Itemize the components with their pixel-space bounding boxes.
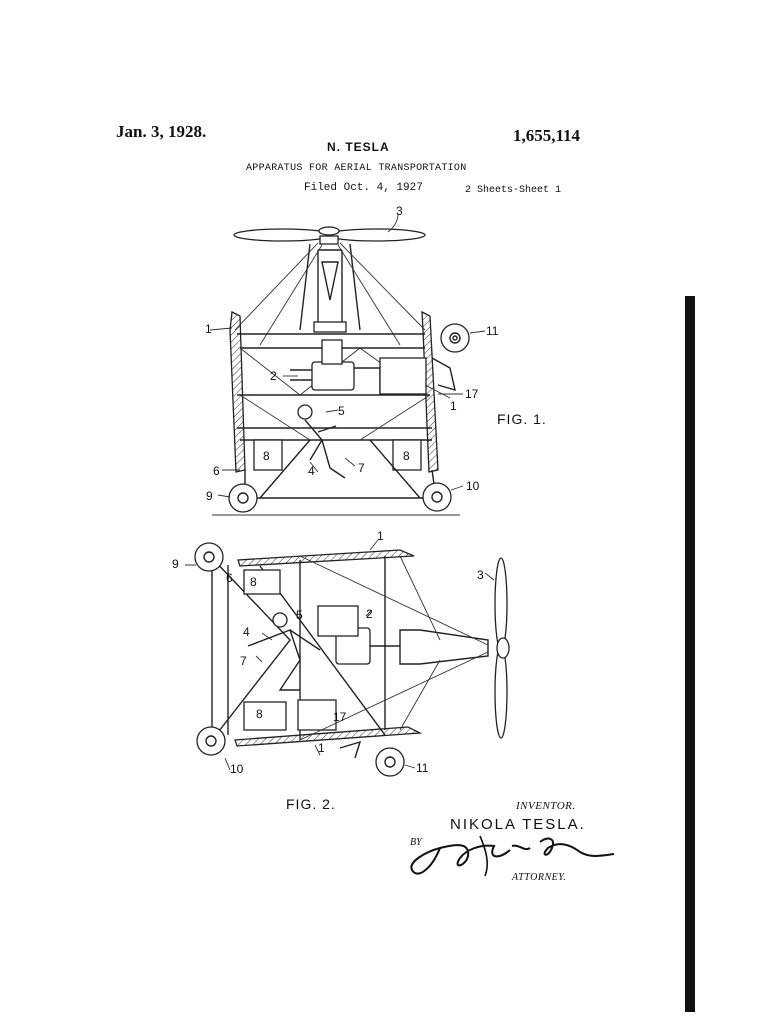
patent-title: APPARATUS FOR AERIAL TRANSPORTATION (246, 163, 467, 174)
numeral: 8 (403, 449, 410, 463)
leader-1-left (210, 328, 232, 330)
attorney-signature (411, 836, 614, 876)
numeral: 11 (416, 761, 429, 775)
sheet-count: 2 Sheets-Sheet 1 (465, 185, 562, 196)
fig2-drawing (185, 540, 509, 776)
numeral: 3 (477, 568, 484, 582)
prop-blade-top (495, 558, 507, 650)
numeral: 17 (333, 710, 347, 724)
rotor-hub (319, 227, 339, 235)
numeral: 9 (206, 489, 213, 503)
numeral: 17 (465, 387, 479, 401)
left-wing (230, 312, 245, 472)
leader-3-plan (485, 573, 494, 580)
top-wheel (441, 324, 469, 352)
wheel-9-plan (195, 543, 223, 571)
numeral: 7 (358, 461, 365, 475)
wheel-10 (423, 483, 451, 511)
pilot-head (298, 405, 312, 419)
inventor-label: INVENTOR. (516, 800, 576, 812)
patent-number: 1,655,114 (513, 126, 581, 145)
numeral: 3 (396, 204, 403, 218)
numeral: 10 (230, 762, 244, 776)
numeral: 4 (243, 625, 250, 639)
numeral: 8 (250, 575, 257, 589)
mast (300, 244, 360, 330)
fig1-label: FIG. 1. (497, 411, 547, 427)
wheel-9 (229, 484, 257, 512)
numeral: 4 (308, 464, 315, 478)
engine-housing (318, 606, 358, 636)
tank-17 (380, 358, 426, 394)
numeral: 5 (296, 608, 303, 622)
numeral: 7 (240, 654, 247, 668)
numeral: 1 (450, 399, 457, 413)
numeral: 6 (226, 571, 233, 585)
numeral: 8 (256, 707, 263, 721)
mast-base (314, 322, 346, 332)
tail-fin-plan (340, 742, 360, 758)
numeral: 5 (338, 404, 345, 418)
wheel-10-plan (197, 727, 225, 755)
top-wing (238, 550, 414, 566)
prop-blade-bottom (495, 646, 507, 738)
inventor-signature: NIKOLA TESLA. (450, 816, 586, 833)
numeral: 10 (466, 479, 480, 493)
rotor-blade-left (234, 229, 332, 241)
pilot-head-plan (273, 613, 287, 627)
numeral: 1 (318, 741, 325, 755)
engine-pipe (322, 340, 342, 364)
filed-date: Filed Oct. 4, 1927 (304, 182, 423, 194)
wheel-11-plan (376, 748, 404, 776)
attorney-label: ATTORNEY. (512, 872, 567, 883)
numeral: 2 (366, 607, 373, 621)
numeral: 11 (486, 324, 499, 338)
numeral: 9 (172, 557, 179, 571)
rotor-blade-right (327, 229, 425, 241)
battery-bottom (244, 702, 286, 730)
numeral: 2 (270, 369, 277, 383)
fig1-drawing (210, 214, 485, 515)
nose-cone (370, 630, 488, 664)
fig2-label: FIG. 2. (286, 796, 336, 812)
rotor-collar (320, 236, 338, 244)
patent-date: Jan. 3, 1928. (116, 122, 207, 141)
engine-2 (312, 362, 354, 390)
leader-11 (470, 331, 485, 333)
leader-5 (326, 410, 338, 412)
inventor-name: N. TESLA (327, 140, 390, 154)
prop-hub (497, 638, 509, 658)
tail-fin (432, 358, 455, 390)
numeral: 8 (263, 449, 270, 463)
by-label: BY (410, 837, 422, 848)
numeral: 6 (213, 464, 220, 478)
numeral: 1 (377, 529, 384, 543)
numeral: 1 (205, 322, 212, 336)
